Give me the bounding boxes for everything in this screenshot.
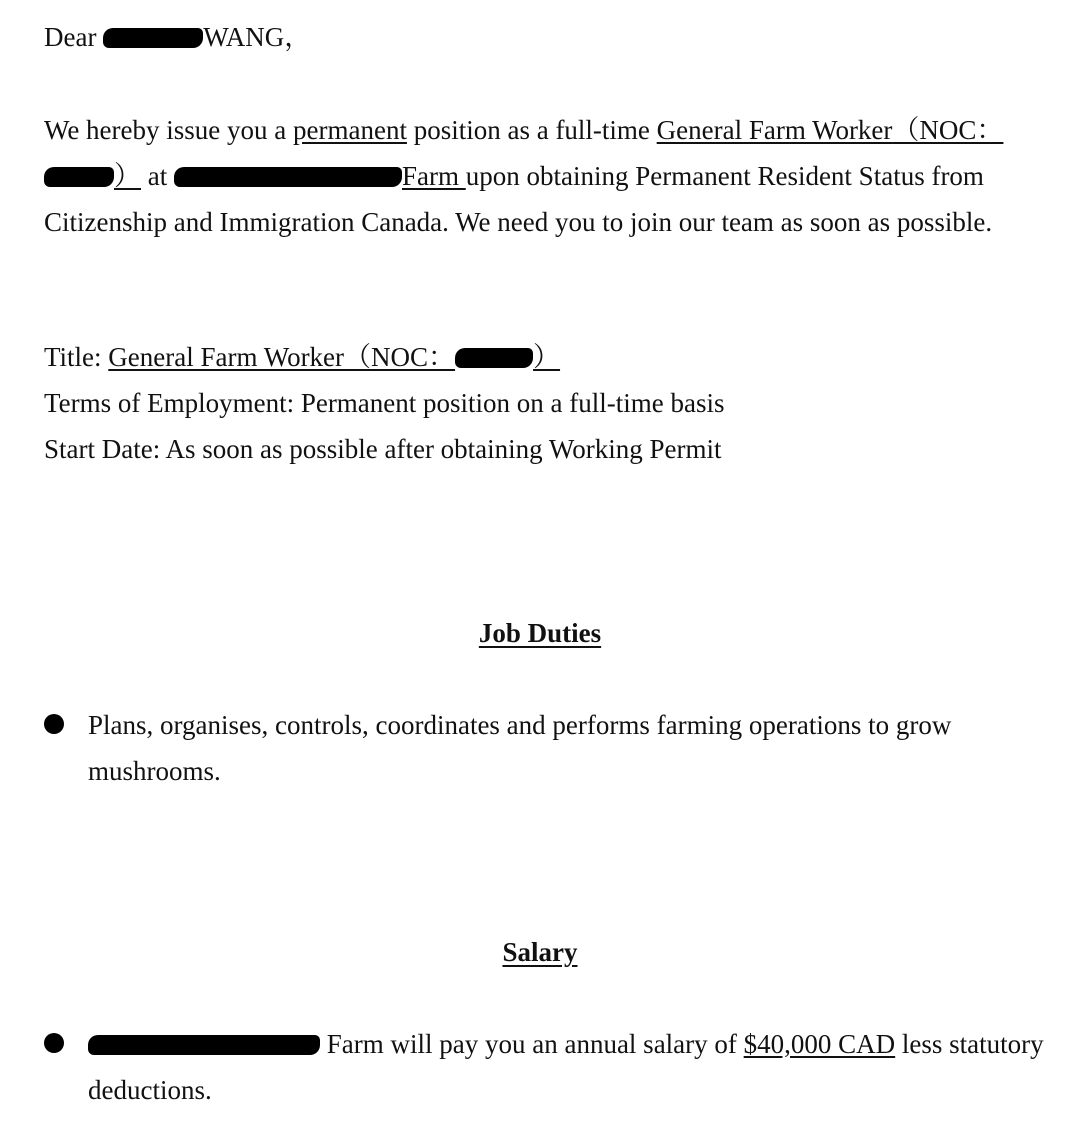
title-value: General Farm Worker（NOC： <box>108 342 456 372</box>
redacted-farm-name <box>174 167 402 187</box>
intro-text-2: position as a full-time <box>406 115 657 145</box>
job-duties-heading: Job Duties <box>478 618 602 648</box>
bullet-icon <box>44 714 64 734</box>
salary-text-1: Farm will pay you an annual salary of <box>320 1029 744 1059</box>
title-close: ） <box>533 342 561 372</box>
salary-amount: $40,000 CAD <box>743 1029 896 1059</box>
job-title-inline: General Farm Worker <box>656 115 893 145</box>
employment-fields <box>44 334 1058 472</box>
salary-heading: Salary <box>502 937 578 967</box>
salutation <box>44 14 1058 60</box>
salutation-dear: Dear <box>44 22 97 52</box>
title-label: Title: <box>44 342 109 372</box>
farm-word: Farm <box>402 161 466 191</box>
redacted-noc-code <box>44 167 114 187</box>
bullet-icon <box>44 1033 64 1053</box>
intro-paragraph <box>44 107 1058 245</box>
noc-close-inline: ） <box>114 161 141 191</box>
salary-text <box>88 1021 1064 1113</box>
job-duty-text: Plans, organises, controls, coordinates and performs farming operations to grow mushrooms. <box>88 710 952 786</box>
redacted-farm-name-salary <box>88 1035 320 1055</box>
title-field <box>44 334 1058 380</box>
start-date-field: Start Date: As soon as possible after obtaining Working Permit <box>44 434 722 464</box>
salutation-comma: ， <box>284 22 312 52</box>
salutation-surname: WANG <box>203 22 285 52</box>
redacted-noc-code-title <box>455 348 533 368</box>
salary-list-item <box>44 1021 1064 1113</box>
noc-open-inline: （NOC： <box>892 115 1004 145</box>
job-duty-list-item <box>44 702 1064 794</box>
intro-text-3: upon obtaining Permanent Resident Status from Citizenship and Immigration Canada. We need you to join our team as soon as possible. <box>44 161 993 237</box>
permanent-term: permanent <box>293 115 407 145</box>
intro-text-1: We hereby issue you a <box>44 115 293 145</box>
intro-at: at <box>141 161 174 191</box>
redacted-given-name <box>103 28 203 48</box>
terms-field: Terms of Employment: Permanent position on a full-time basis <box>44 388 725 418</box>
salary-text-2: less statutory deductions. <box>88 1029 1044 1105</box>
